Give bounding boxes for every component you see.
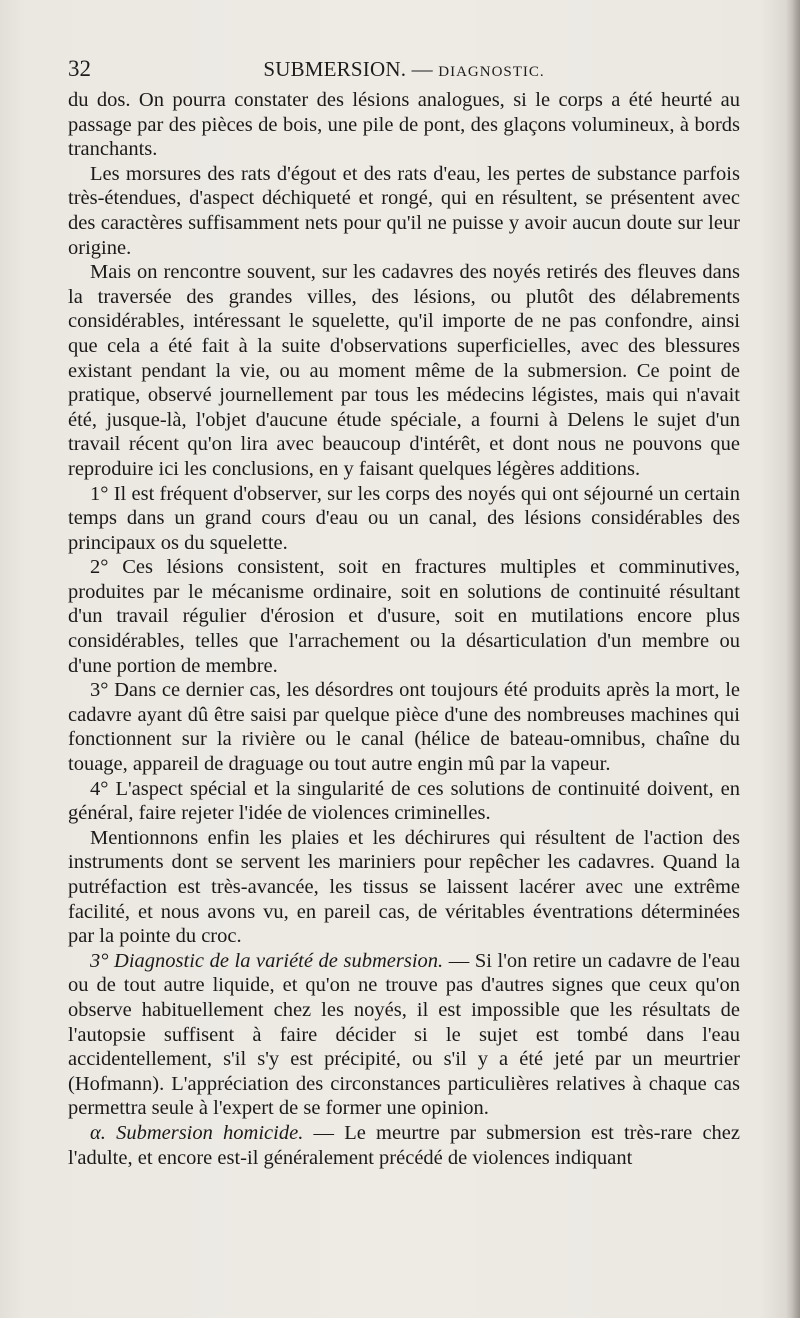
paragraph-conclusion-3: 3° Dans ce dernier cas, les désordres ont toujours été produits après la mort, le cadavre ayant dû être saisi par quelque pièce d'une des nombreuses machines qui fonctionnent sur la rivière ou le canal (hélice de bateau-omnibus, chaîne du touage, appareil de draguage ou tout autre engin mû par la vapeur. [68,679,740,776]
running-title [68,54,740,87]
paragraph-rat-bites: Les morsures des rats d'égout et des rats d'eau, les pertes de substance parfois très-étendues, d'aspect déchiqueté et rongé, qui en résultent, se présentent avec des caractères suffisamment nets pour qu'il ne puisse y avoir aucun doute sur leur origine. [68,162,740,259]
paragraph-mariner-instruments: Mentionnons enfin les plaies et les déchirures qui résultent de l'action des instruments dont se servent les mariniers pour repêcher les cadavres. Quand la putréfaction est très-avancée, les tissus se laissent lacérer avec une extrême facilité, et nous avons vu, en pareil cas, de véritables éventrations déterminées par la pointe du croc. [68,826,740,948]
page-edge-shadow [786,0,800,1318]
page-number: 32 [68,56,91,81]
paragraph-homicide [68,1121,740,1170]
paragraph-continuation: du dos. On pourra constater des lésions analogues, si le corps a été heurté au passage par des pièces de bois, une pile de pont, des glaçons volumineux, à bords tranchants. [68,89,740,161]
paragraph-diagnostic-text: — Si l'on retire un cadavre de l'eau ou de tout autre liquide, et qu'on ne trouve pas d'autres signes que ceux qu'on observe habituellement chez les noyés, il est impossible que les résultats de l'autopsie suffisent à faire décider si le sujet est tombé dans l'eau accidentellement, s'il s'y est précipité, ou s'il y a été jeté par un meurtrier (Hofmann). L'appréciation des circonstances particulières relatives à chaque cas permettra seule à l'expert de se former une opinion. [68,949,740,1120]
running-head [68,54,740,84]
paragraph-conclusion-1: 1° Il est fréquent d'observer, sur les corps des noyés qui ont séjourné un certain temps dans un grand cours d'eau ou un canal, des lésions considérables des principaux os du squelette. [68,482,740,554]
section-title: DIAGNOSTIC. [438,64,545,80]
paragraph-conclusion-2: 2° Ces lésions consistent, soit en fractures multiples et comminutives, produites par le mécanisme ordinaire, soit en solutions de continuité résultant d'un travail régulier d'érosion et d'usure, soit en mutilations encore plus considérables, telles que l'arrachement ou la désarticulation d'un membre ou d'une portion de membre. [68,556,740,677]
paragraph-skeletal-lesions: Mais on rencontre souvent, sur les cadavres des noyés retirés des fleuves dans la traversée des grandes villes, des lésions, ou plutôt des délabrements considérables, intéressant le squelette, qu'il importe de ne pas confondre, ainsi que cela a été fait à la suite d'observations superficielles, avec des blessures existant pendant la vie, ou au moment même de la submersion. Ce point de pratique, observé journellement par tous les médecins légistes, mais qui n'avait été, jusque-là, l'objet d'aucune étude spéciale, a fourni à Delens le sujet d'un travail récent qu'on lira avec beaucoup d'intérêt, et dont nous ne pouvons que reproduire ici les conclusions, en y faisant quelques légères additions. [68,261,740,480]
section-heading-diagnostic: 3° Diagnostic de la variété de submersion. [90,949,444,972]
body-text [68,88,740,1170]
title-separator: — [411,57,433,81]
paragraph-homicide-text: — Le meurtre par submersion est très-rare chez l'adulte, et encore est-il généralement précédé de violences indiquant [68,1121,740,1169]
section-heading-homicide: α. Submersion homicide. [90,1121,304,1144]
chapter-title: SUBMERSION. [263,57,407,81]
paragraph-diagnostic-variety [68,949,740,1121]
paragraph-conclusion-4: 4° L'aspect spécial et la singularité de ces solutions de continuité doivent, en général, faire rejeter l'idée de violences criminelles. [68,777,740,825]
